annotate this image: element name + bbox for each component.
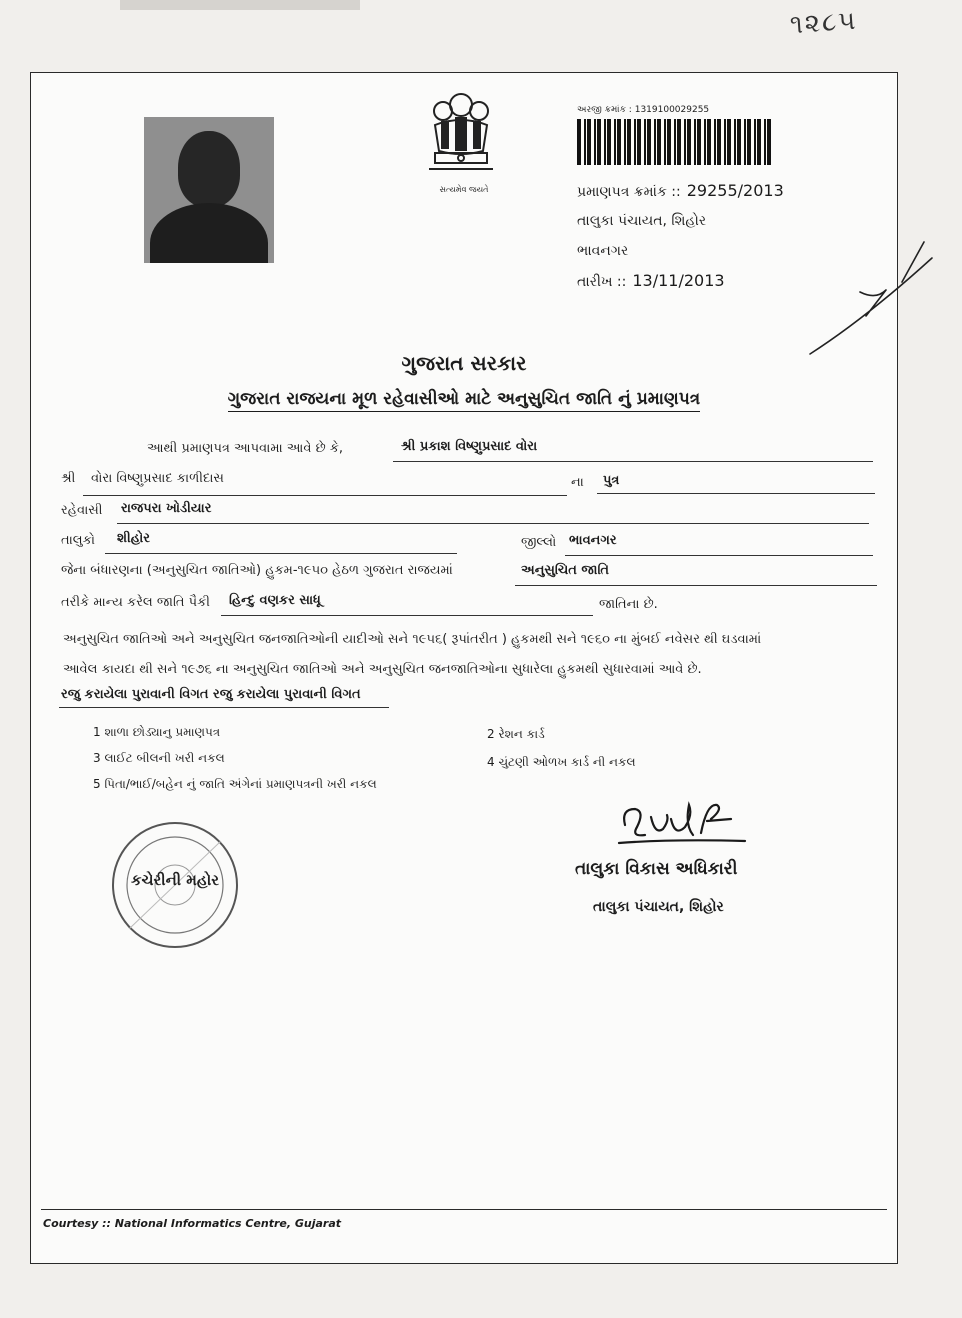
evidence-item-3: 3 લાઈટ બીલની ખરી નકલ [93, 751, 225, 765]
application-number: અરજી ક્રમાંક : 1319100029255 [577, 105, 710, 115]
legal-paragraph-line-1: અનુસુચિત જાતિઓ અને અનુસુચિત જનજાતિઓની યાદીઓ સને ૧૯૫૬( રૂપાંતરીત ) હુકમથી સને ૧૯૬૦ ના મુંબઈ નવેસર થી ઘડવામાં [63, 632, 762, 647]
evidence-title: રજુ કરાયેલા પુરાવાની વિગત રજુ કરાયેલા પુરાવાની વિગત [61, 687, 361, 702]
applicant-photo [144, 117, 274, 263]
certificate-title: ગુજરાત રાજયના મૂળ રહેવાસીઓ માટે અનુસુચિત જાતિ નું પ્રમાણપત્ર [31, 389, 897, 409]
courtesy-note: Courtesy :: National Informatics Centre, Gujarat [43, 1217, 342, 1230]
resident-value: રાજપરા ખોડીયાર [121, 501, 212, 516]
handwritten-page-number: ૧૨૮૫ [789, 5, 859, 41]
emblem-motto: સત્યમેવ જયતે [439, 185, 489, 194]
father-name: વોરા વિષ્ણુપ્રસાદ કાળીદાસ [91, 471, 224, 486]
national-emblem-icon [421, 85, 501, 183]
scan-edge-shadow [120, 0, 360, 10]
district-label: જીલ્લો [521, 535, 557, 550]
certificate-sheet [30, 72, 898, 1264]
evidence-item-4: 4 ચુંટણી ઓળખ કાર્ડ ની નકલ [487, 755, 636, 769]
taluka-value: શીહોર [117, 531, 150, 546]
certificate-number: પ્રમાણપત્ર ક્રમાંક :: 29255/2013 [577, 181, 784, 200]
government-title: ગુજરાત સરકાર [401, 351, 527, 375]
issuing-office: તાલુકા પંચાયત, શિહોર [577, 213, 707, 229]
resident-label: રહેવાસી [61, 503, 103, 518]
applicant-name: શ્રી પ્રકાશ વિષ્ણુપ્રસાદ વોરા [401, 439, 538, 454]
caste-value: હિન્દુ વણકર સાધૂ [229, 593, 321, 608]
intro-label: આથી પ્રમાણપત્ર આપવામા આવે છે કે, [147, 441, 344, 456]
district-value: ભાવનગર [569, 533, 617, 548]
officer-designation: તાલુકા વિકાસ અધિકારી [575, 859, 738, 879]
issuing-district: ભાવનગર [577, 243, 629, 259]
barcode-icon [575, 119, 771, 165]
officer-office: તાલુકા પંચાયત, શિહોર [593, 899, 724, 915]
relation-label: ના [571, 475, 584, 490]
evidence-item-1: 1 શાળા છોડ્યાનુ પ્રમાણપત્ર [93, 725, 221, 739]
caste-suffix: જાતિના છે. [599, 597, 658, 612]
evidence-item-2: 2 રેશન કાર્ડ [487, 727, 545, 741]
taluka-label: તાલુકો [61, 533, 96, 548]
officer-signature-icon [611, 795, 751, 851]
legal-paragraph-line-2: આવેલ કાયદા થી સને ૧૯૭૬ ના અનુસુચિત જાતિઓ અને અનુસુચિત જનજાતિઓના સુધારેલા હુકમથી સુધારવામાં આવે છે. [63, 662, 702, 677]
category-value: અનુસુચિત જાતિ [521, 563, 610, 578]
issue-date: તારીખ :: 13/11/2013 [577, 271, 725, 290]
father-prefix: શ્રી [61, 471, 76, 486]
order-text: જેના બંધારણના (અનુસુચિત જાતિઓ) હુકમ-૧૯૫૦ હેઠળ ગુજરાત રાજયમાં [61, 563, 453, 578]
evidence-item-5: 5 પિતા/ભાઈ/બહેન નું જાતિ અંગેનાં પ્રમાણપત્રની ખરી નકલ [93, 777, 377, 791]
recognized-label: તરીકે માન્ય કરેલ જાતિ પૈકી [61, 595, 210, 610]
seal-text: કચેરીની મહોર [130, 871, 220, 889]
handwritten-tick-mark-icon [806, 238, 936, 358]
relation-value: પુત્ર [603, 473, 620, 488]
